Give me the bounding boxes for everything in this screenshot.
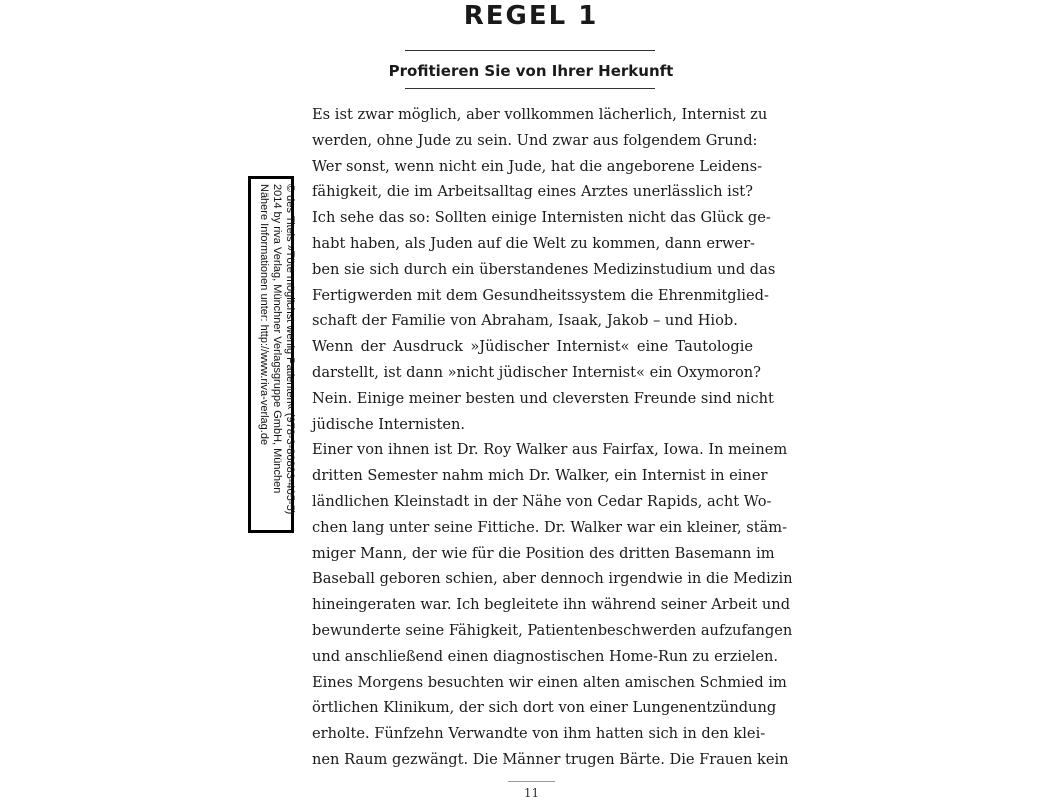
chapter-title: REGEL 1 — [463, 1, 599, 31]
text-line: habt haben, als Juden auf die Welt zu kommen, dann erwer- — [312, 234, 755, 252]
chapter-subtitle: Profitieren Sie von Ihrer Herkunft — [388, 62, 674, 80]
text-line: chen lang unter seine Fittiche. Dr. Walker war ein kleiner, stäm- — [312, 518, 788, 536]
text-line: örtlichen Klinikum, der sich dort von einer Lungenentzündung — [312, 699, 777, 717]
text-line: Nein. Einige meiner besten und cleversten Freunde sind nicht — [312, 389, 774, 407]
text-line: Ich sehe das so: Sollten einige Internisten nicht das Glück ge- — [312, 209, 771, 227]
text-line: erholte. Fünfzehn Verwandte von ihm hatten sich in den klei- — [312, 725, 766, 743]
title-divider-top — [405, 50, 655, 51]
text-line: dritten Semester nahm mich Dr. Walker, ein Internist in einer — [312, 467, 768, 485]
text-line: werden, ohne Jude zu sein. Und zwar aus folgendem Grund: — [312, 131, 758, 149]
text-line: und anschließend einen diagnostischen Home-Run zu erzielen. — [312, 647, 779, 665]
page-number: 11 — [523, 786, 540, 800]
text-line: schaft der Familie von Abraham, Isaak, Jakob – und Hiob. — [312, 312, 738, 330]
text-line: Wer sonst, wenn nicht ein Jude, hat die angeborene Leidens- — [312, 157, 763, 175]
text-line: Einer von ihnen ist Dr. Roy Walker aus Fairfax, Iowa. In meinem — [312, 441, 788, 459]
text-line: darstellt, ist dann »nicht jüdischer Internist« ein Oxymoron? — [312, 363, 761, 381]
page-number-divider — [508, 781, 555, 782]
copyright-line: Nähere Informationen unter: http://www.riva-verlag.de — [258, 184, 270, 446]
text-line: miger Mann, der wie für die Position des dritten Basemann im — [312, 544, 775, 562]
title-divider-bottom — [405, 88, 655, 89]
text-line: Fertigwerden mit dem Gesundheitssystem die Ehrenmitglied- — [312, 286, 769, 304]
text-line: jüdische Internisten. — [312, 415, 466, 433]
text-line: fähigkeit, die im Arbeitsalltag eines Arztes unerlässlich ist? — [312, 183, 753, 201]
copyright-line: © des Titels »Töte möglichst wenig Patienten« (978-3-86883-405-5) — [284, 184, 296, 515]
text-line: Eines Morgens besuchten wir einen alten amischen Schmied im — [312, 673, 787, 691]
copyright-line: 2014 by riva Verlag, Münchner Verlagsgruppe GmbH, München — [271, 184, 283, 494]
text-line: nen Raum gezwängt. Die Männer trugen Bärte. Die Frauen kein — [312, 750, 789, 768]
text-line: hineingeraten war. Ich begleitete ihn während seiner Arbeit und — [312, 596, 791, 614]
text-line: Wenn der Ausdruck »Jüdischer Internist« eine Tautologie — [312, 338, 753, 356]
body-text — [312, 102, 793, 773]
text-line: ben sie sich durch ein überstandenes Medizinstudium und das — [312, 260, 776, 278]
text-line: Es ist zwar möglich, aber vollkommen lächerlich, Internist zu — [312, 106, 768, 123]
text-line: ländlichen Kleinstadt in der Nähe von Cedar Rapids, acht Wo- — [312, 492, 772, 510]
text-line: bewunderte seine Fähigkeit, Patientenbeschwerden aufzufangen — [312, 621, 793, 639]
copyright-text — [257, 184, 296, 529]
text-line: Baseball geboren schien, aber dennoch irgendwie in die Medizin — [312, 570, 793, 588]
copyright-notice — [248, 176, 294, 533]
